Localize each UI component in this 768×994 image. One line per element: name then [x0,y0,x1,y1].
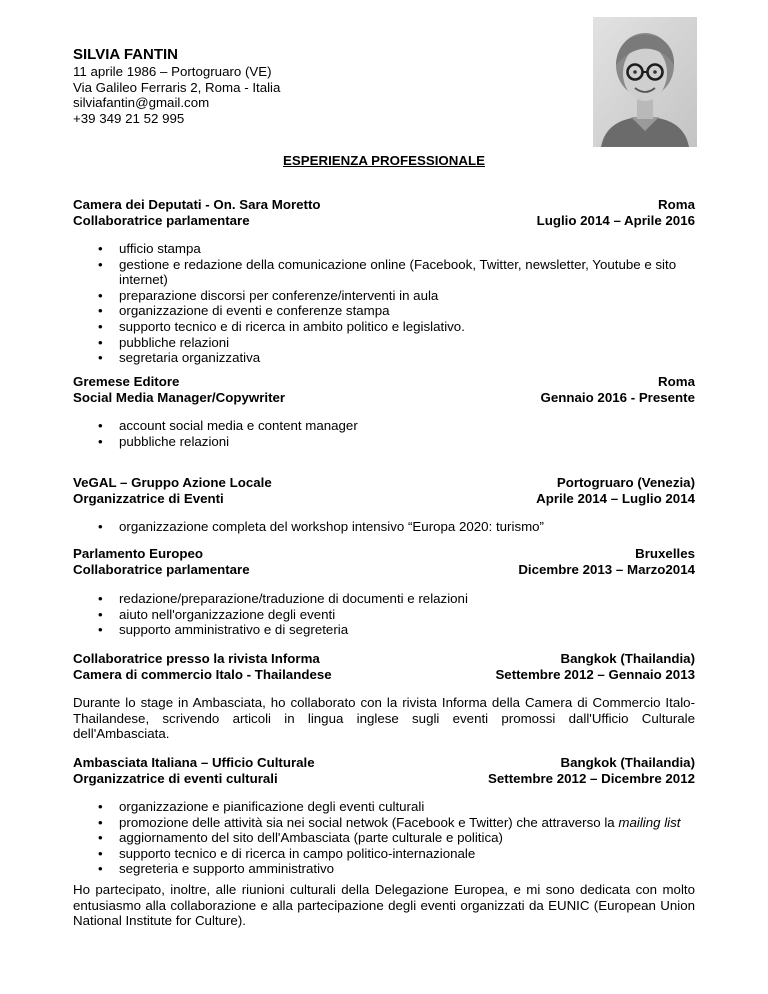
job-place: Roma [658,197,695,212]
list-item: • segretaria organizzativa [98,350,696,366]
job-org: Gremese Editore [73,374,180,389]
address: Via Galileo Ferraris 2, Roma - Italia [73,79,281,95]
job-period: Settembre 2012 – Dicembre 2012 [488,770,695,786]
job-org: VeGAL – Gruppo Azione Locale [73,475,272,490]
job-duties-list [98,241,696,366]
person-name: SILVIA FANTIN [73,46,178,63]
list-item: • supporto tecnico e di ricerca in campo politico-internazionale [98,846,696,862]
job-org: Ambasciata Italiana – Ufficio Culturale [73,755,315,770]
job-entry [73,374,695,405]
list-item: • supporto tecnico e di ricerca in ambito politico e legislativo. [98,319,696,335]
job-period: Dicembre 2013 – Marzo2014 [518,561,695,577]
personal-info [73,46,280,126]
job-org: Collaboratrice presso la rivista Informa [73,651,320,666]
list-item: • ufficio stampa [98,241,696,257]
list-item: • redazione/preparazione/traduzione di documenti e relazioni [98,591,696,607]
portrait-image-icon [593,17,697,147]
list-item: • organizzazione completa del workshop intensivo “Europa 2020: turismo” [98,519,696,535]
job-role: Collaboratrice parlamentare [73,561,250,577]
job-duties-list [98,799,696,877]
list-item: • organizzazione di eventi e conferenze stampa [98,303,696,319]
list-item: • aiuto nell'organizzazione degli eventi [98,607,696,623]
job-duties-list [98,418,696,449]
list-item: • pubbliche relazioni [98,335,696,351]
job-place: Portogruaro (Venezia) [556,475,695,490]
list-item: • supporto amministrativo e di segreteria [98,622,696,638]
job-duties-list [98,519,696,535]
job-entry [73,651,695,682]
emphasis-text: mailing list [618,814,681,830]
job-place: Bruxelles [635,546,695,561]
job-period: Luglio 2014 – Aprile 2016 [536,212,695,228]
list-item: • account social media e content manager [98,418,696,434]
list-item: • gestione e redazione della comunicazione online (Facebook, Twitter, newsletter, Youtube e sito internet) [98,257,696,288]
job-description: Durante lo stage in Ambasciata, ho collaborato con la rivista Informa della Camera di Commercio Italo-Thailandese, scrivendo articoli in lingua inglese sugli eventi promossi dall'Ufficio Culturale dell'Ambasciata. [73,695,695,742]
job-org: Camera dei Deputati - On. Sara Moretto [73,197,321,212]
phone: +39 349 21 52 995 [73,110,185,126]
job-entry [73,475,695,506]
list-item: • preparazione discorsi per conferenze/interventi in aula [98,288,696,304]
job-role: Camera di commercio Italo - Thailandese [73,666,332,682]
birth-info: 11 aprile 1986 – Portogruaro (VE) [73,64,272,79]
job-role: Organizzatrice di eventi culturali [73,770,278,786]
list-item: • aggiornamento del sito dell'Ambasciata (parte culturale e politica) [98,830,696,846]
list-item [98,815,696,831]
job-period: Aprile 2014 – Luglio 2014 [536,490,695,506]
job-entry [73,755,695,786]
closing-paragraph: Ho partecipato, inoltre, alle riunioni culturali della Delegazione Europea, e mi sono dedicata con molto entusiasmo alla collaborazione e alla partecipazione degli eventi organizzati da EUNIC (European Union National Institute for Culture). [73,882,695,929]
job-entry [73,197,695,228]
list-item: • segreteria e supporto amministrativo [98,861,696,877]
portrait-photo [593,17,697,147]
job-period: Settembre 2012 – Gennaio 2013 [495,666,695,682]
job-org: Parlamento Europeo [73,546,204,561]
list-item: • pubbliche relazioni [98,434,696,450]
job-entry [73,546,695,577]
job-role: Collaboratrice parlamentare [73,212,250,228]
job-place: Bangkok (Thailandia) [560,755,695,770]
section-title: ESPERIENZA PROFESSIONALE [283,153,485,168]
job-period: Gennaio 2016 - Presente [540,389,695,405]
job-place: Roma [658,374,695,389]
list-item: • organizzazione e pianificazione degli eventi culturali [98,799,696,815]
job-duties-list [98,591,696,638]
job-role: Social Media Manager/Copywriter [73,389,286,405]
job-place: Bangkok (Thailandia) [560,651,695,666]
job-role: Organizzatrice di Eventi [73,490,224,506]
list-item-text: promozione delle attività sia nei social netwok (Facebook e Twitter) che attraverso la [119,814,615,830]
email: silviafantin@gmail.com [73,95,210,111]
